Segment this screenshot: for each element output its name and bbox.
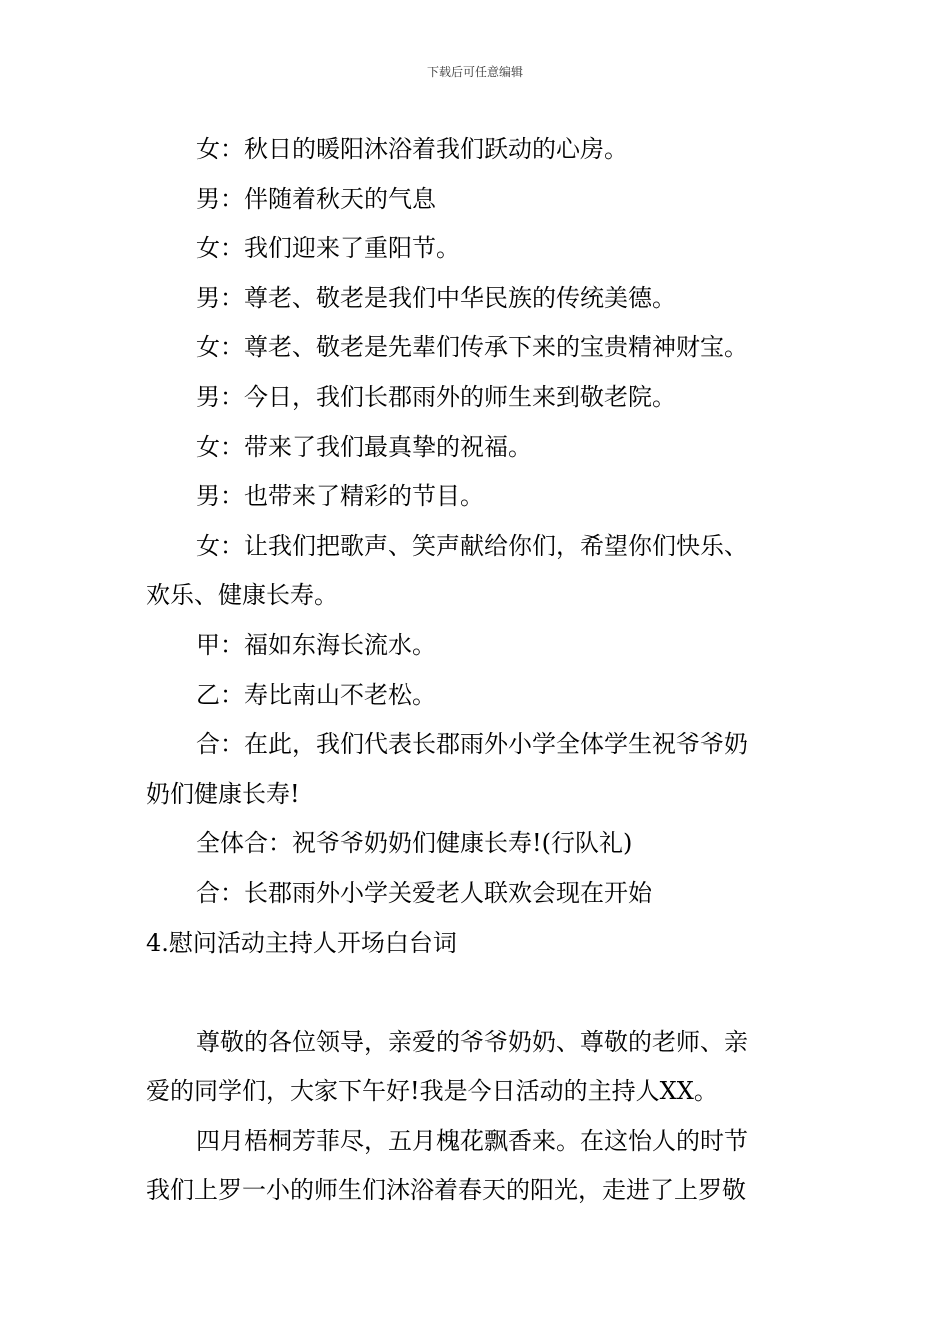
dialogue-line: 甲：福如东海长流水。 — [196, 630, 436, 659]
document-body — [146, 125, 810, 1216]
dialogue-line: 男：尊老、敬老是我们中华民族的传统美德。 — [196, 283, 676, 312]
dialogue-line: 男：今日，我们长郡雨外的师生来到敬老院。 — [196, 382, 676, 411]
dialogue-line: 合：长郡雨外小学关爱老人联欢会现在开始 — [196, 878, 652, 907]
paragraph-line-continuation: 爱的同学们，大家下午好!我是今日活动的主持人XX。 — [146, 1077, 718, 1106]
section-heading: 4.慰问活动主持人开场白台词 — [146, 928, 457, 957]
dialogue-line: 女：带来了我们最真挚的祝福。 — [196, 432, 532, 461]
dialogue-line: 男：也带来了精彩的节目。 — [196, 482, 484, 511]
dialogue-line: 乙：寿比南山不老松。 — [196, 680, 436, 709]
dialogue-line: 合：在此，我们代表长郡雨外小学全体学生祝爷爷奶 — [196, 730, 748, 759]
dialogue-line: 女：我们迎来了重阳节。 — [196, 234, 460, 263]
dialogue-line: 女：让我们把歌声、笑声献给你们，希望你们快乐、 — [196, 531, 748, 560]
dialogue-line-continuation: 奶们健康长寿! — [146, 779, 300, 808]
blank-line — [146, 968, 810, 1018]
paragraph-line: 尊敬的各位领导，亲爱的爷爷奶奶、尊敬的老师、亲 — [196, 1027, 748, 1056]
page-header: 下载后可任意编辑 — [426, 65, 523, 79]
paragraph-line: 四月梧桐芳菲尽，五月槐花飘香来。在这怡人的时节 — [196, 1126, 748, 1155]
dialogue-line: 女：尊老、敬老是先辈们传承下来的宝贵精神财宝。 — [196, 333, 748, 362]
dialogue-line: 女：秋日的暖阳沐浴着我们跃动的心房。 — [196, 135, 628, 163]
dialogue-line: 全体合：祝爷爷奶奶们健康长寿!(行队礼) — [196, 829, 633, 858]
dialogue-line-continuation: 欢乐、健康长寿。 — [146, 581, 338, 610]
dialogue-line: 男：伴随着秋天的气息 — [196, 184, 436, 213]
paragraph-line-continuation: 我们上罗一小的师生们沐浴着春天的阳光，走进了上罗敬 — [146, 1176, 746, 1205]
